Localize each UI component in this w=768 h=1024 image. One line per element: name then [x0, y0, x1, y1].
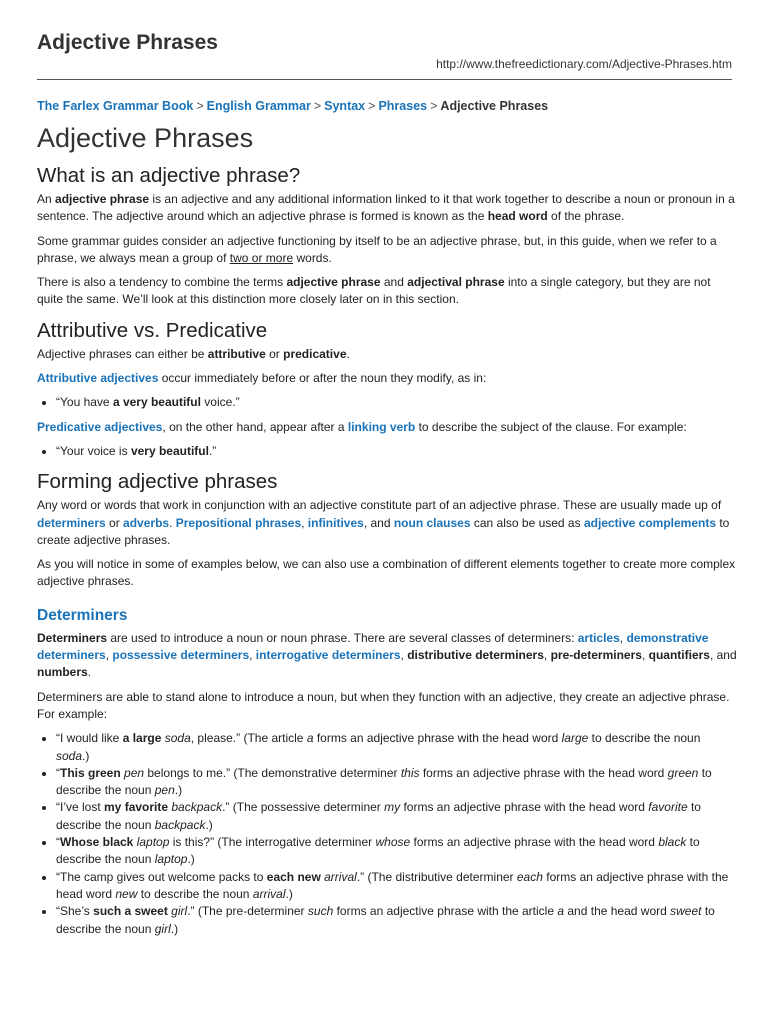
italic-term: backpack — [168, 800, 223, 815]
section-heading-attributive: Attributive vs. Predicative — [37, 318, 268, 342]
bold-term: This green — [60, 765, 121, 780]
infinitives-link[interactable]: infinitives — [307, 515, 364, 530]
bold-term: each new — [266, 869, 321, 884]
bold-term: a very beautiful — [112, 395, 201, 410]
attributive-adjectives-link[interactable]: Attributive adjectives — [37, 371, 159, 386]
document-title: Adjective Phrases — [37, 31, 218, 54]
breadcrumb-link[interactable]: Phrases — [378, 99, 428, 113]
text: belongs to me.” (The demonstrative determiner — [144, 765, 401, 780]
list-item — [56, 443, 737, 460]
text: .) — [205, 817, 213, 832]
bold-term: my favorite — [104, 800, 169, 815]
bold-term: Determiners — [37, 630, 108, 645]
text: , — [105, 648, 113, 663]
header-divider — [37, 79, 732, 80]
text: into a single category, but they are not quite the same. We’ll look at this distinction more closely later on in this section. — [37, 275, 711, 307]
text: . — [169, 515, 176, 530]
text: “ — [56, 765, 60, 780]
bold-term: head word — [487, 209, 548, 224]
italic-term: a — [306, 731, 314, 746]
paragraph: As you will notice in some of examples below, we can also use a combination of different elements together to create more complex adjective phrases. — [37, 557, 736, 589]
paragraph — [37, 233, 737, 268]
italic-term: sweet — [670, 904, 702, 919]
text: “Your voice is — [56, 443, 131, 458]
text: An — [37, 192, 56, 206]
paragraph — [37, 274, 737, 309]
bold-term: pre-determiners — [550, 648, 642, 663]
breadcrumb-separator: > — [313, 99, 322, 113]
bold-term: distributive determiners — [407, 648, 544, 663]
italic-term: large — [561, 731, 589, 746]
text: .) — [82, 748, 90, 763]
text: , please.” (The article — [190, 731, 307, 746]
paragraph: Determiners are able to stand alone to introduce a noun, but when they function with an adjective, they create an adjective phrase. For example: — [37, 689, 730, 721]
text: and — [380, 275, 408, 290]
breadcrumb-link[interactable]: The Farlex Grammar Book — [37, 99, 194, 113]
bold-term: adjective phrase — [286, 275, 381, 290]
text: to describe the noun — [588, 731, 701, 746]
text: to describe the noun — [56, 835, 700, 867]
page-title: Adjective Phrases — [37, 123, 254, 153]
interrogative-determiners-link[interactable]: interrogative determiners — [255, 648, 401, 663]
breadcrumb-separator: > — [430, 99, 438, 113]
italic-term: soda — [161, 731, 191, 746]
italic-term: girl — [154, 921, 171, 936]
text: to describe the noun — [137, 886, 253, 901]
text: . — [87, 665, 92, 680]
text: words. — [293, 250, 332, 265]
text: Some grammar guides consider an adjective functioning by itself to be an adjective phrase, but, in this guide, when we refer to a phrase, we always mean a group of — [37, 233, 717, 265]
bold-term: predicative — [283, 346, 347, 361]
list-item — [56, 765, 737, 800]
text: to create adjective phrases. — [37, 515, 730, 547]
example-list — [37, 730, 737, 938]
text: .” (The distributive determiner — [356, 869, 517, 884]
text: are used to introduce a noun or noun phrase. There are several classes of determiners: — [107, 630, 578, 645]
article-content — [37, 99, 737, 945]
bold-term: a large — [122, 731, 162, 746]
text: “You have — [56, 395, 113, 410]
paragraph — [37, 419, 737, 436]
list-item — [56, 869, 737, 904]
breadcrumb-current: Adjective Phrases — [440, 99, 549, 113]
text: .) — [174, 783, 183, 798]
text: .” — [208, 443, 217, 458]
demonstrative-determiners-link[interactable]: demonstrative determiners — [37, 630, 709, 663]
italic-term: arrival — [320, 869, 357, 884]
text: .) — [187, 852, 195, 867]
list-item — [56, 799, 737, 834]
bold-term: adjective phrase — [55, 192, 150, 206]
text: , — [619, 630, 627, 645]
linking-verb-link[interactable]: linking verb — [347, 419, 416, 434]
text: forms an adjective phrase with the head word — [56, 869, 729, 901]
italic-term: green — [667, 765, 699, 780]
italic-term: favorite — [648, 800, 688, 815]
italic-term: laptop — [133, 835, 170, 850]
list-item — [56, 903, 737, 938]
italic-term: my — [384, 800, 401, 815]
breadcrumb — [37, 99, 737, 113]
text: , — [249, 648, 256, 663]
text: , — [400, 648, 408, 663]
italic-term: pen — [120, 765, 145, 780]
italic-term: pen — [154, 783, 175, 798]
italic-term: this — [400, 765, 420, 780]
bold-term: attributive — [207, 346, 266, 361]
text: of the phrase. — [547, 209, 625, 224]
italic-term: a — [557, 904, 565, 919]
text: “The camp gives out welcome packs to — [56, 869, 267, 884]
bold-term: quantifiers — [648, 648, 710, 663]
text: .” (The possessive determiner — [222, 800, 385, 815]
text: is an adjective and any additional information linked to it that work together to describe a noun or pronoun in a sentence. The adjective around which an adjective phrase is formed is known as the — [37, 192, 735, 224]
source-url[interactable]: http://www.thefreedictionary.com/Adjective-Phrases.htm — [436, 57, 732, 71]
underlined-text: two or more — [229, 250, 294, 265]
section-heading-forming: Forming adjective phrases — [37, 470, 278, 494]
example-list — [37, 394, 737, 411]
text: occur immediately before or after the noun they modify, as in: — [158, 371, 487, 386]
italic-term: arrival — [252, 886, 286, 901]
paragraph — [37, 370, 737, 387]
italic-term: whose — [375, 835, 411, 850]
predicative-adjectives-link[interactable]: Predicative adjectives — [37, 419, 163, 434]
text: to describe the subject of the clause. For example: — [415, 419, 687, 434]
text: forms an adjective phrase with the head word — [419, 765, 668, 780]
text: .) — [285, 886, 293, 901]
italic-term: girl — [167, 904, 188, 919]
example-list — [37, 443, 737, 460]
bold-term: Whose black — [60, 835, 134, 850]
breadcrumb-link[interactable]: English Grammar — [206, 99, 311, 113]
paragraph — [37, 630, 737, 682]
italic-term: black — [658, 835, 687, 850]
adjective-complements-link[interactable]: adjective complements — [583, 515, 717, 530]
text: , — [543, 648, 551, 663]
subsection-heading-determiners: Determiners — [37, 606, 128, 624]
text: or — [265, 346, 284, 361]
paragraph — [37, 191, 737, 226]
list-item — [56, 394, 737, 411]
italic-term: each — [516, 869, 543, 884]
italic-term: such — [307, 904, 334, 919]
text: . — [346, 346, 350, 361]
text: , on the other hand, appear after a — [162, 419, 348, 434]
list-item — [56, 730, 737, 765]
section-heading-what: What is an adjective phrase? — [37, 164, 301, 187]
bold-term: adjectival phrase — [407, 275, 505, 290]
determiners-link[interactable]: determiners — [37, 515, 106, 530]
text: and the head word — [564, 904, 671, 919]
text: “I would like — [56, 731, 123, 746]
text: , — [641, 648, 649, 663]
breadcrumb-separator: > — [368, 99, 376, 113]
noun-clauses-link[interactable]: noun clauses — [393, 515, 471, 530]
text: , — [301, 515, 308, 530]
adverbs-link[interactable]: adverbs — [123, 515, 170, 530]
text: forms an adjective phrase with the head word — [410, 835, 659, 850]
text: to describe the noun — [56, 904, 715, 936]
text: forms an adjective phrase with the head word — [400, 800, 649, 815]
text: , and — [363, 515, 394, 530]
text: or — [105, 515, 124, 530]
italic-term: new — [115, 886, 138, 901]
articles-link[interactable]: articles — [577, 630, 620, 645]
bold-term: such a sweet — [93, 904, 168, 919]
breadcrumb-separator: > — [196, 99, 204, 113]
text: , and — [709, 648, 737, 663]
text: voice.” — [200, 395, 240, 410]
text: to describe the noun — [56, 800, 701, 832]
bold-term: very beautiful — [130, 443, 209, 458]
paragraph — [37, 346, 737, 363]
text: forms an adjective phrase with the head word — [313, 731, 562, 746]
text: “I’ve lost — [56, 800, 105, 815]
italic-term: soda — [56, 748, 83, 763]
possessive-determiners-link[interactable]: possessive determiners — [112, 648, 250, 663]
text: forms an adjective phrase with the article — [333, 904, 558, 919]
bold-term: numbers — [37, 665, 88, 680]
text: “ — [56, 835, 60, 850]
text: Any word or words that work in conjunction with an adjective constitute part of an adjective phrase. These are usually made up of — [37, 498, 722, 513]
breadcrumb-link[interactable]: Syntax — [324, 99, 366, 113]
text: Adjective phrases can either be — [37, 346, 208, 361]
text: There is also a tendency to combine the terms — [37, 275, 287, 290]
italic-term: backpack — [154, 817, 206, 832]
italic-term: laptop — [154, 852, 188, 867]
prepositional-phrases-link[interactable]: Prepositional phrases — [175, 515, 302, 530]
text: .” (The pre-determiner — [187, 904, 308, 919]
text: .) — [170, 921, 179, 936]
text: to describe the noun — [56, 765, 712, 798]
text: can also be used as — [470, 515, 584, 530]
paragraph — [37, 497, 737, 549]
list-item — [56, 834, 737, 869]
text: “She’s — [56, 904, 94, 919]
text: is this?” (The interrogative determiner — [169, 835, 376, 850]
